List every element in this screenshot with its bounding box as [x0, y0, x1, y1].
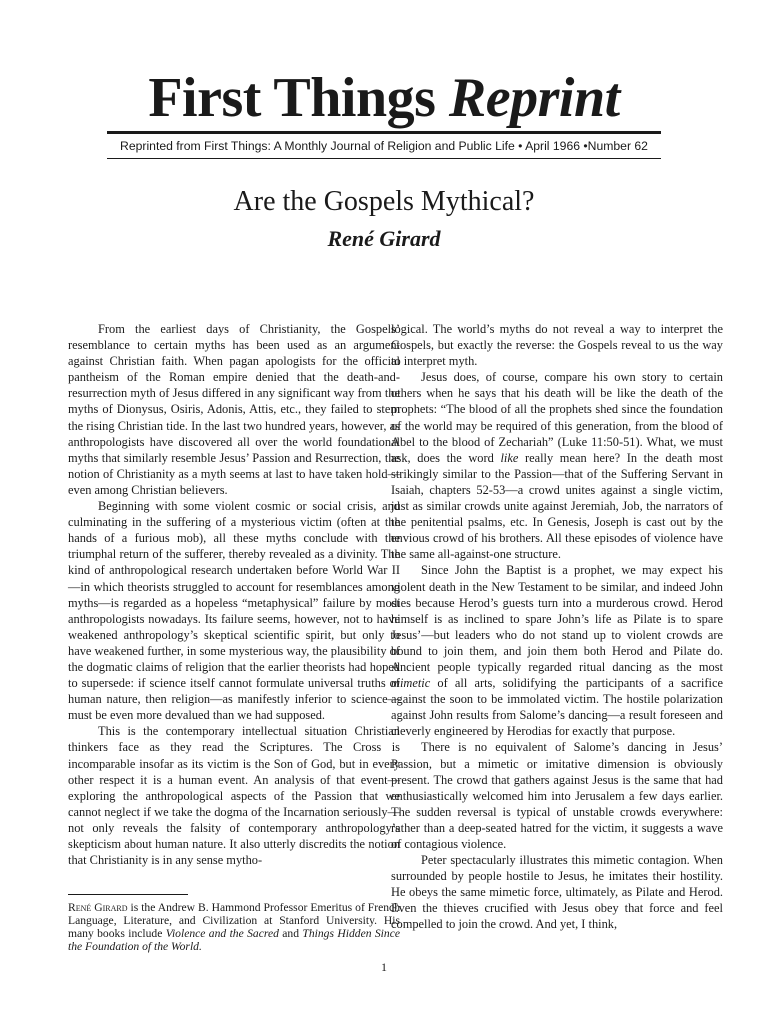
- text-run: is the Andrew B. Hammond Professor Emeritus of French Language, Literature, and Civilization at Stanford University. His many books include: [68, 901, 400, 940]
- paragraph: Beginning with some violent cosmic or social crisis, and culminating in the suffering of a mysterious victim (often at the hands of a furious mob), all these myths conclude with the triumphal return of the sufferer, thereby revealed as a divinity. The kind of anthropological research undertaken before World War II—in which theorists struggled to account for resemblances among myths—is regarded as a hopeless “metaphysical” failure by most anthropologists nowadays. Its failure seems, however, not to have weakened anthropology’s skeptical scientific spirit, but only to have weakened further, in some mysterious way, the plausibility of the dogmatic claims of religion that the earlier theorists had hoped to supersede: if science itself cannot formulate universal truths of human nature, then religion—as manifestly inferior to science—must be even more devalued than we had supposed.: [68, 499, 400, 723]
- book-title: Violence and the Sacred: [165, 927, 279, 940]
- paragraph: logical. The world’s myths do not reveal a way to interpret the Gospels, but exactly the reverse: the Gospels reveal to us the way to interpret myth.: [391, 322, 723, 369]
- paragraph: [391, 369, 723, 562]
- text-run: of all arts, solidifying the participants of a sacrifice against the soon to be immolated victim. The hostile polarization against John results from Salome’s dancing—a result foreseen and cleverly engineered by Herodias for exactly that purpose.: [391, 676, 723, 739]
- book-title: Things Hidden Since the Foundation of the World.: [68, 927, 400, 953]
- author-footnote: [68, 901, 400, 953]
- masthead-reprint: Reprint: [448, 67, 620, 129]
- publication-line: Reprinted from First Things: A Monthly Journal of Religion and Public Life • April 1966 •Number 62: [120, 139, 648, 153]
- text-run: Since John the Baptist is a prophet, we may expect his violent death in the New Testament to be similar, and indeed John dies because Herod’s guests turn into a murderous crowd. Herod himself is as inclined to spare John’s life as Pilate is to spare Jesus’—but leaders who do not stand up to violent crowds are bound to join them, and join them both Herod and Pilate do. Ancient people typically regarded ritual dancing as the most: [391, 563, 723, 674]
- left-column: [68, 321, 400, 868]
- paragraph: There is no equivalent of Salome’s dancing in Jesus’ Passion, but a mimetic or imitative dimension is obviously present. The crowd that gathers against Jesus is the same that had enthusiastically welcomed him into Jerusalem a few days earlier. The sudden reversal is typical of unstable crowds everywhere: rather than a deep-seated hatred for the victim, it suggests a wave of contagious violence.: [391, 740, 723, 851]
- paragraph: From the earliest days of Christianity, the Gospels’ resemblance to certain myths has been used as an argument against Christian faith. When pagan apologists for the official pantheism of the Roman empire denied that the death-and-resurrection myth of Jesus differed in any significant way from the myths of Dionysus, Osiris, Adonis, Attis, etc., they failed to stem the rising Christian tide. In the last two hundred years, however, as anthropologists have discovered all over the world foundational myths that similarly resemble Jesus’ Passion and Resurrection, the notion of Christianity as a myth seems at last to have taken hold—even among Christian believers.: [68, 322, 400, 497]
- footnote-author-name: René Girard: [68, 901, 128, 914]
- masthead: [0, 66, 768, 130]
- article-title: Are the Gospels Mythical?: [233, 186, 535, 217]
- emphasis: like: [500, 450, 519, 465]
- text-run: Jesus does, of course, compare his own story to certain others when he says that his death will be like the death of the prophets: “The blood of all the prophets shed since the foundation of the world may be required of this generation, from the blood of Abel to the blood of Zechariah” (Luke 11:50-51). What, we must ask, does the word: [391, 370, 723, 465]
- paragraph: This is the contemporary intellectual situation Christian thinkers face as they read the Scriptures. The Cross is incomparable insofar as its victim is the Son of God, but in every other respect it is a human event. An analysis of that event—exploring the anthropological aspects of the Passion that we cannot neglect if we take the dogma of the Incarnation seriously—not only reveals the falsity of contemporary anthropology’s skepticism about human nature. It also utterly discredits the notion that Christianity is in any sense mytho-: [68, 724, 400, 868]
- emphasis: mimetic: [391, 676, 431, 691]
- masthead-rule-thin: [107, 158, 661, 159]
- paragraph: [391, 562, 723, 739]
- right-column: [391, 321, 723, 933]
- text-run: really mean here? In the death most strikingly similar to the Passion—that of the Suffering Servant in Isaiah, chapters 52-53—a crowd unites against a single victim, just as similar crowds unite against Jeremiah, Job, the narrators of the penitential psalms, etc. In Genesis, Joseph is cast out by the envious crowd of his brothers. All these episodes of violence have the same all-against-one structure.: [391, 450, 723, 562]
- text-run: and: [278, 927, 303, 940]
- masthead-rule-thick: [107, 131, 661, 134]
- article-author: René Girard: [327, 226, 441, 251]
- paragraph: Peter spectacularly illustrates this mimetic contagion. When surrounded by people hostile to Jesus, he imitates their hostility. He obeys the same mimetic force, ultimately, as Pilate and Herod. Even the thieves crucified with Jesus obey that force and feel compelled to join the crowd. And yet, I think,: [391, 853, 723, 932]
- footnote-rule: [68, 894, 188, 895]
- page-number: 1: [381, 960, 387, 974]
- masthead-title: First Things: [148, 67, 436, 129]
